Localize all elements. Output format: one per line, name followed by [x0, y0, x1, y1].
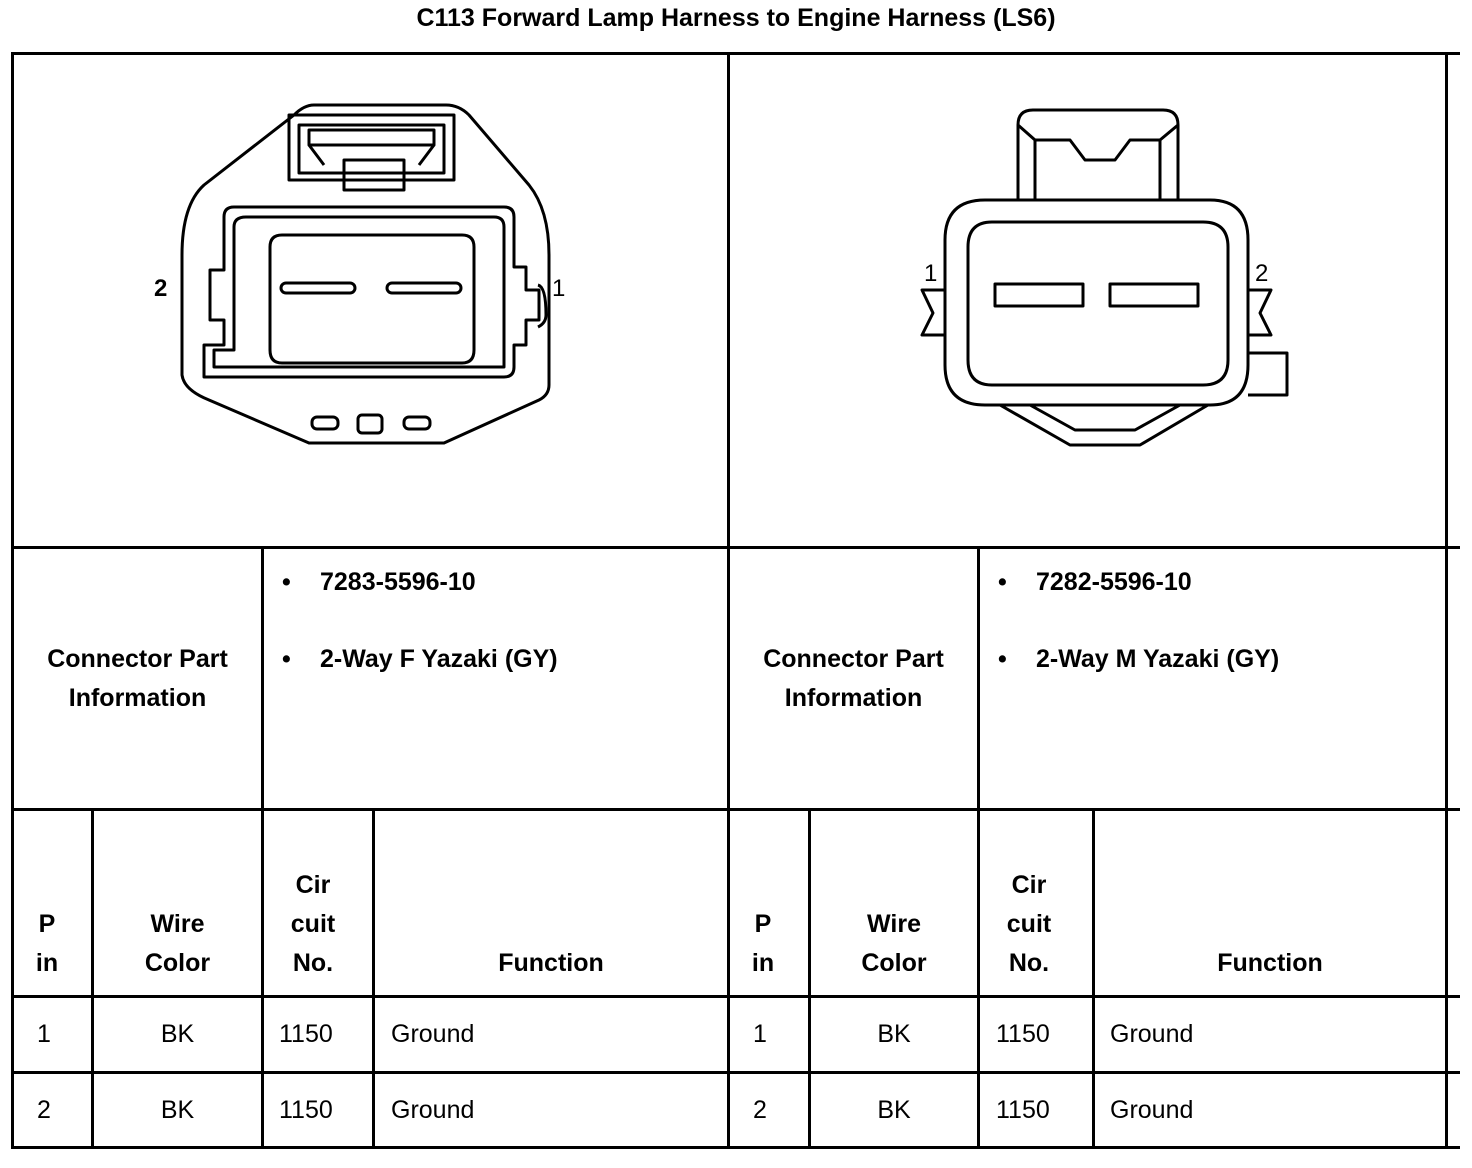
wire-color-cell: BK	[160, 1020, 195, 1048]
circuit-cell: 1150	[996, 1095, 1050, 1124]
header-text: Cir	[1011, 871, 1047, 899]
header-text: No.	[292, 949, 334, 977]
pin-cell: 2	[37, 1095, 51, 1124]
info-label-line: Connector Part	[47, 644, 228, 673]
bullet-icon: •	[998, 568, 1007, 596]
circuit-cell: 1150	[279, 1020, 333, 1048]
info-label-line: Information	[68, 683, 207, 712]
header-text: Function	[1217, 949, 1323, 977]
header-text: Function	[498, 949, 604, 977]
part-number: 7283-5596-10	[320, 568, 476, 596]
header-text: in	[751, 949, 775, 977]
header-circuit-no	[264, 811, 362, 983]
header-pin	[730, 811, 796, 983]
pin-cell: 1	[37, 1020, 51, 1048]
wire-color-cell: BK	[160, 1095, 195, 1124]
header-function	[375, 811, 727, 983]
info-label-line: Information	[784, 683, 923, 712]
header-text: Wire	[867, 910, 921, 938]
header-text: P	[38, 910, 56, 938]
part-item	[282, 645, 702, 677]
header-text: Cir	[295, 871, 331, 899]
pin-label: 1	[552, 275, 566, 302]
pin-cell: 1	[753, 1020, 767, 1048]
part-item	[998, 645, 1418, 677]
header-text: cuit	[290, 910, 336, 938]
connector-info-label	[730, 549, 977, 808]
circuit-cell: 1150	[279, 1095, 333, 1124]
female-connector-diagram	[14, 55, 727, 546]
header-wire-color	[94, 811, 261, 983]
pin-label: 1	[924, 260, 938, 287]
header-circuit-no	[980, 811, 1078, 983]
pin-label: 2	[154, 275, 168, 302]
wire-color-cell: BK	[877, 1095, 911, 1124]
wire-color-cell: BK	[877, 1020, 911, 1048]
part-number: 7282-5596-10	[1036, 568, 1192, 596]
function-cell: Ground	[391, 1095, 475, 1124]
header-text: in	[35, 949, 59, 977]
function-cell: Ground	[391, 1020, 475, 1048]
pin-label: 2	[1255, 260, 1269, 287]
header-text: Color	[144, 949, 211, 977]
header-function	[1095, 811, 1445, 983]
part-description: 2-Way M Yazaki (GY)	[1036, 645, 1280, 673]
info-label-line: Connector Part	[763, 644, 944, 673]
connector-info-label	[14, 549, 261, 808]
header-text: Wire	[150, 910, 205, 938]
header-wire-color	[811, 811, 977, 983]
header-text: No.	[1008, 949, 1050, 977]
page-title: C113 Forward Lamp Harness to Engine Harness (LS6)	[416, 4, 1056, 32]
part-item	[282, 568, 702, 600]
male-connector-diagram	[730, 55, 1445, 546]
pin-cell: 2	[753, 1095, 767, 1124]
bullet-icon: •	[282, 568, 291, 596]
circuit-cell: 1150	[996, 1020, 1050, 1048]
header-text: P	[754, 910, 772, 938]
function-cell: Ground	[1110, 1020, 1194, 1048]
header-text: Color	[861, 949, 927, 977]
bullet-icon: •	[282, 645, 291, 673]
part-item	[998, 568, 1418, 600]
header-pin	[14, 811, 80, 983]
bullet-icon: •	[998, 645, 1007, 673]
part-description: 2-Way F Yazaki (GY)	[320, 645, 558, 673]
header-text: cuit	[1006, 910, 1052, 938]
function-cell: Ground	[1110, 1095, 1194, 1124]
